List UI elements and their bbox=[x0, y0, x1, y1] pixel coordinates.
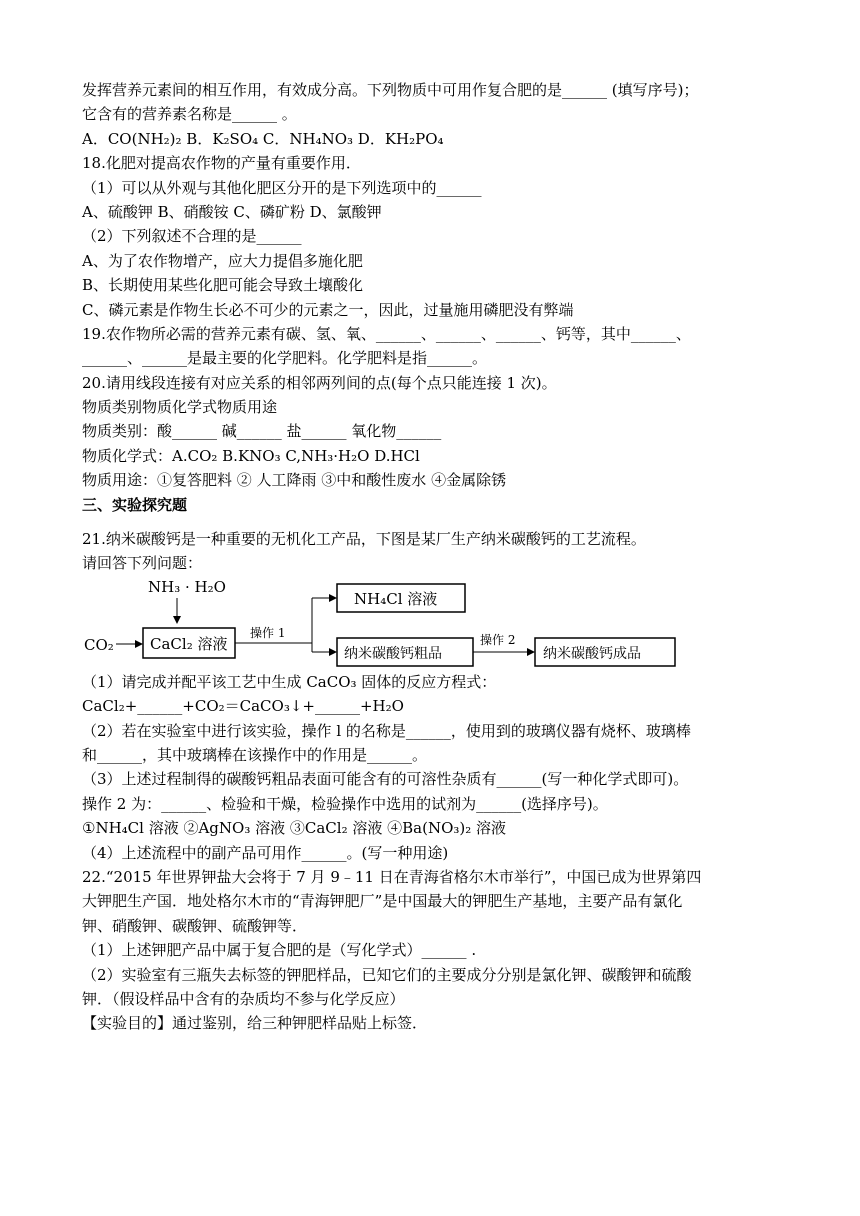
text-line: 大钾肥生产国．地处格尔木市的“青海钾肥厂”是中国最大的钾肥生产基地，主要产品有氯化 bbox=[82, 892, 683, 911]
question-18 bbox=[82, 151, 780, 322]
text-line: 操作 2 为：______、检验和干燥，检验操作中选用的试剂为______(选择序号)。 bbox=[82, 794, 608, 813]
answer-options: ①NH₄Cl 溶液 ②AgNO₃ 溶液 ③CaCl₂ 溶液 ④Ba(NO₃)₂ 溶液 bbox=[82, 819, 507, 838]
text-line: 发挥营养元素间的相互作用，有效成分高。下列物质中可用作复合肥的是______ (填写序号)； bbox=[82, 81, 699, 99]
text-line: 钾．（假设样品中含有的杂质均不参与化学反应） bbox=[82, 989, 405, 1008]
text-line: （1）请完成并配平该工艺中生成 CaCO₃ 固体的反应方程式： bbox=[82, 672, 497, 691]
question-stem: 22.“2015 年世界钾盐大会将于 7 月 9﹣11 日在青海省格尔木市举行”，中国已成为世界第四 bbox=[82, 867, 702, 886]
text-line: （1）上述钾肥产品中属于复合肥的是（写化学式）______ . bbox=[82, 941, 477, 960]
text-line: 【实验目的】通过鉴别，给三种钾肥样品贴上标签． bbox=[82, 1014, 428, 1033]
question-21 bbox=[82, 527, 780, 865]
text-line: 请回答下列问题： bbox=[82, 554, 203, 573]
text-line: （4）上述流程中的副产品可用作______。(写一种用途) bbox=[82, 843, 449, 862]
question-stem: 19.农作物所必需的营养元素有碳、氢、氧、______、______、______、钙等，其中______、 bbox=[82, 324, 691, 343]
text-line: 物质用途：①复答肥料 ② 人工降雨 ③中和酸性废水 ④金属除锈 bbox=[82, 471, 507, 490]
text-line: 物质类别物质化学式物质用途 bbox=[82, 398, 278, 417]
answer-options: A、硫酸钾 B、硝酸铵 C、磷矿粉 D、氯酸钾 bbox=[82, 202, 382, 221]
answer-option: B、长期使用某些化肥可能会导致土壤酸化 bbox=[82, 276, 364, 295]
flow-op2-label: 操作 2 bbox=[480, 632, 516, 647]
question-20 bbox=[82, 371, 780, 493]
answer-options: A．CO(NH₂)₂ B．K₂SO₄ C．NH₄NO₃ D．KH₂PO₄ bbox=[82, 129, 444, 148]
flow-input-label: CO₂ bbox=[84, 635, 114, 654]
text-line: 钾、硝酸钾、碳酸钾、硫酸钾等． bbox=[82, 916, 308, 935]
question-stem: 20.请用线段连接有对应关系的相邻两列间的点(每个点只能连接 1 次)。 bbox=[82, 373, 557, 392]
text-line: （2）实验室有三瓶失去标签的钾肥样品，已知它们的主要成分分别是氯化钾、碳酸钾和硫酸 bbox=[82, 965, 692, 984]
flow-op1-label: 操作 1 bbox=[250, 625, 286, 640]
answer-option: A、为了农作物增产，应大力提倡多施化肥 bbox=[82, 251, 363, 270]
text-line: 物质类别：酸______ 碱______ 盐______ 氧化物______ bbox=[82, 422, 442, 441]
text-line: （2）若在实验室中进行该实验，操作 l 的名称是______，使用到的玻璃仪器有烧杯、玻璃棒 bbox=[82, 721, 691, 740]
text-line: （2）下列叙述不合理的是______ bbox=[82, 227, 302, 246]
question-22 bbox=[82, 865, 780, 1036]
flow-box-product-label: 纳米碳酸钙成品 bbox=[543, 645, 641, 662]
question-stem: 21.纳米碳酸钙是一种重要的无机化工产品，下图是某厂生产纳米碳酸钙的工艺流程。 bbox=[82, 530, 646, 549]
answer-option: C、磷元素是作物生长必不可少的元素之一，因此，过量施用磷肥没有弊端 bbox=[82, 300, 574, 319]
flow-reagent-label: NH₃ · H₂O bbox=[148, 577, 226, 596]
question-17-continued bbox=[82, 78, 780, 151]
flow-box-nh4cl-label: NH₄Cl 溶液 bbox=[354, 589, 438, 608]
equation-line: CaCl₂+______+CO₂＝CaCO₃↓+______+H₂O bbox=[82, 697, 404, 716]
section-heading: 三、实验探究题 bbox=[82, 495, 188, 514]
flow-box-cacl2-label: CaCl₂ 溶液 bbox=[150, 634, 228, 653]
process-flowchart bbox=[80, 576, 680, 668]
question-stem: 18.化肥对提高农作物的产量有重要作用． bbox=[82, 154, 361, 173]
text-line: 和______，其中玻璃棒在该操作中的作用是______。 bbox=[82, 745, 428, 764]
text-line: ______、______是最主要的化学肥料。化学肥料是指______。 bbox=[82, 349, 488, 368]
text-line: （3）上述过程制得的碳酸钙粗品表面可能含有的可溶性杂质有______(写一种化学式即可)。 bbox=[82, 770, 689, 789]
text-line: 物质化学式：A.CO₂ B.KNO₃ C,NH₃·H₂O D.HCl bbox=[82, 446, 420, 465]
text-line: （1）可以从外观与其他化肥区分开的是下列选项中的______ bbox=[82, 178, 482, 197]
flow-box-crude-label: 纳米碳酸钙粗品 bbox=[344, 645, 442, 662]
text-line: 它含有的营养素名称是______ 。 bbox=[82, 105, 297, 124]
question-19 bbox=[82, 322, 780, 371]
